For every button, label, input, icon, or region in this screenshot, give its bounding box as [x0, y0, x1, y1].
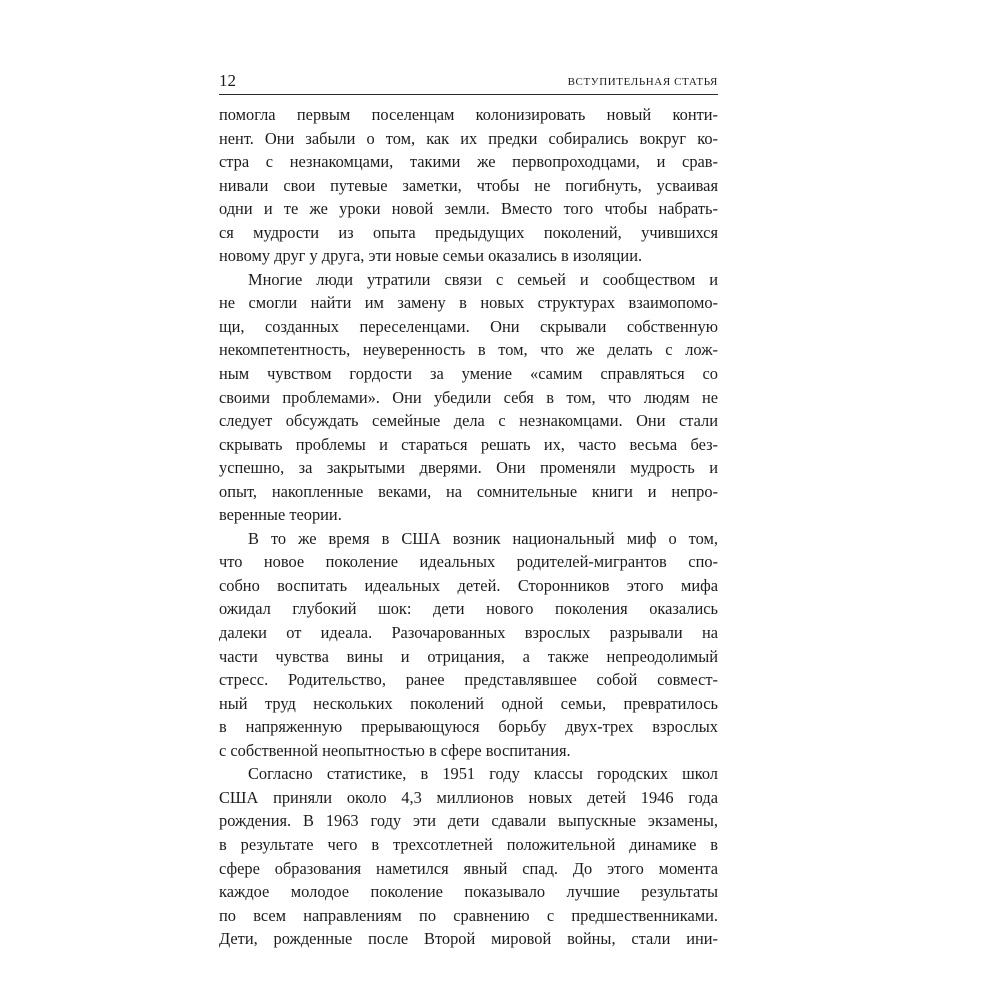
page-number: 12	[219, 71, 236, 90]
text-line: стресс. Родительство, ранее представлявшее собой совмест-	[219, 670, 718, 690]
text-line: следует обсуждать семейные дела с незнакомцами. Они стали	[219, 411, 718, 431]
text-line: части чувства вины и отрицания, а также непреодолимый	[219, 646, 718, 666]
text-line: рождения. В 1963 году эти дети сдавали выпускные экзамены,	[219, 811, 718, 831]
text-line: своими проблемами». Они убедили себя в том, что людям не	[219, 387, 718, 407]
paragraph	[219, 268, 718, 527]
text-line: не смогли найти им замену в новых структурах взаимопомо-	[219, 293, 718, 313]
text-line: по всем направлениям по сравнению с предшественниками.	[219, 905, 718, 925]
text-line: новому друг у друга, эти новые семьи оказались в изоляции.	[219, 246, 643, 266]
paragraph	[219, 762, 718, 950]
text-line: стра с незнакомцами, такими же первопроходцами, и срав-	[219, 152, 718, 172]
text-line: Многие люди утратили связи с семьей и сообществом и	[248, 269, 718, 289]
text-line: нент. Они забыли о том, как их предки собирались вокруг ко-	[219, 128, 718, 148]
paragraph	[219, 527, 718, 762]
text-line: веренные теории.	[219, 505, 342, 525]
text-line: с собственной неопытностью в сфере воспитания.	[219, 740, 571, 760]
text-line: США приняли около 4,3 миллионов новых детей 1946 года	[219, 787, 718, 807]
body-text	[219, 103, 718, 951]
text-line: одни и те же уроки новой земли. Вместо того чтобы набрать-	[219, 199, 718, 219]
text-line: некомпетентность, неуверенность в том, что же делать с лож-	[219, 340, 718, 360]
text-line: Дети, рожденные после Второй мировой войны, стали ини-	[219, 929, 718, 949]
text-line: опыт, накопленные веками, на сомнительные книги и непро-	[219, 481, 718, 501]
text-line: собно воспитать идеальных детей. Сторонников этого мифа	[219, 575, 718, 595]
text-line: ным чувством гордости за умение «самим справляться со	[219, 364, 718, 384]
running-title: ВСТУПИТЕЛЬНАЯ СТАТЬЯ	[567, 76, 718, 88]
text-line: щи, созданных переселенцами. Они скрывали собственную	[219, 316, 718, 336]
text-line: скрывать проблемы и стараться решать их, часто весьма без-	[219, 434, 718, 454]
text-line: В то же время в США возник национальный миф о том,	[248, 528, 718, 548]
text-line: ный труд нескольких поколений одной семьи, превратилось	[219, 693, 718, 713]
text-line: что новое поколение идеальных родителей-мигрантов спо-	[219, 552, 718, 572]
text-line: в результате чего в трехсотлетней положительной динамике в	[219, 834, 718, 854]
text-line: помогла первым поселенцам колонизировать новый конти-	[219, 105, 718, 124]
page-header	[219, 68, 718, 95]
text-line: каждое молодое поколение показывало лучшие результаты	[219, 882, 718, 902]
text-line: Согласно статистике, в 1951 году классы городских школ	[248, 764, 718, 784]
text-line: успешно, за закрытыми дверями. Они променяли мудрость и	[219, 458, 718, 478]
text-line: ся мудрости из опыта предыдущих поколений, учившихся	[219, 222, 718, 242]
text-line: нивали свои путевые заметки, чтобы не погибнуть, усваивая	[219, 175, 718, 195]
text-line: сфере образования наметился явный спад. До этого момента	[219, 858, 718, 878]
text-line: в напряженную прерывающуюся борьбу двух-трех взрослых	[219, 717, 718, 737]
book-page	[219, 68, 718, 951]
text-line: далеки от идеала. Разочарованных взрослых разрывали на	[219, 623, 718, 643]
text-line: ожидал глубокий шок: дети нового поколения оказались	[219, 599, 718, 619]
paragraph	[219, 103, 718, 268]
